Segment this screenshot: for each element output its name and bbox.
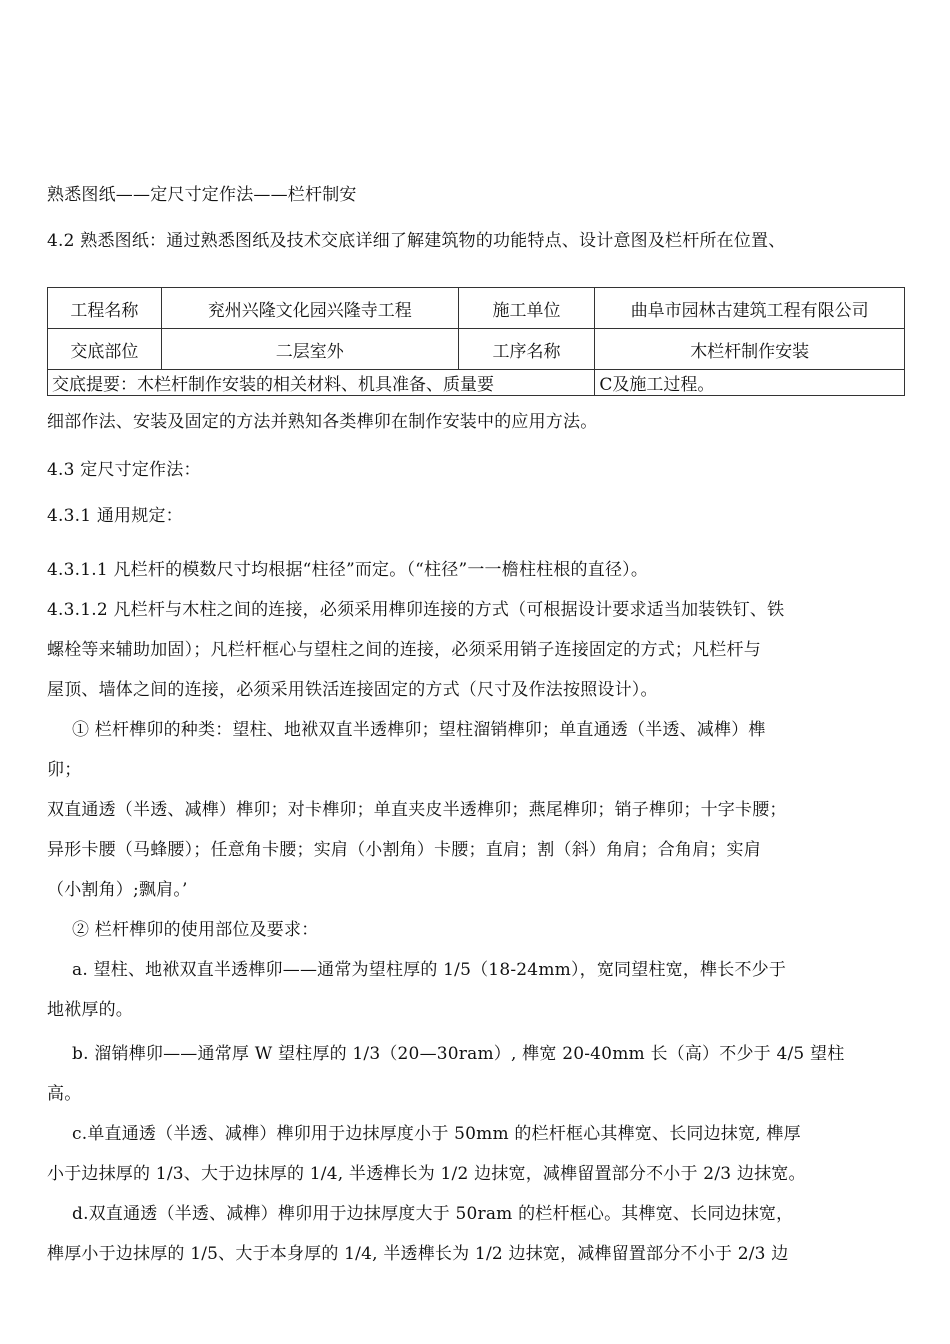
summary-right: C及施工过程。 (595, 370, 905, 396)
table-row (48, 288, 905, 329)
label-process-name: 工序名称 (458, 329, 595, 370)
value-handover-location: 二层室外 (161, 329, 458, 370)
section-heading: 熟悉图纸——定尺寸定作法——栏杆制安 (47, 185, 357, 205)
body-line: （小割角）;飘肩。’ (47, 880, 188, 900)
table-row-summary (48, 370, 905, 396)
body-line: b. 溜销榫卯——通常厚 W 望柱厚的 1/3（20—30ram）, 榫宽 20-40mm 长（高）不少于 4/5 望柱 (72, 1044, 845, 1064)
label-construction-unit: 施工单位 (458, 288, 595, 329)
body-line: 4.3.1.2 凡栏杆与木柱之间的连接，必须采用榫卯连接的方式（可根据设计要求适当加装铁钉、铁 (47, 600, 785, 620)
body-line: 地袱厚的。 (47, 1000, 133, 1020)
paragraph-4-2: 4.2 熟悉图纸：通过熟悉图纸及技术交底详细了解建筑物的功能特点、设计意图及栏杆所在位置、 (47, 231, 786, 251)
value-process-name: 木栏杆制作安装 (595, 329, 905, 370)
body-line: 卯； (47, 760, 82, 780)
body-line: 高。 (47, 1084, 82, 1104)
body-line: d.双直通透（半透、减榫）榫卯用于边抹厚度大于 50ram 的栏杆框心。其榫宽、长同边抹宽， (72, 1204, 794, 1224)
summary-left: 交底提要：木栏杆制作安装的相关材料、机具准备、质量要 (48, 370, 595, 396)
value-construction-unit: 曲阜市园林古建筑工程有限公司 (595, 288, 905, 329)
body-line: ② 栏杆榫卯的使用部位及要求： (72, 920, 319, 940)
body-line: ① 栏杆榫卯的种类：望柱、地袱双直半透榫卯；望柱溜销榫卯；单直通透（半透、减榫）榫 (72, 720, 766, 740)
body-line: 4.3.1.1 凡栏杆的模数尺寸均根据“柱径”而定。（“柱径”一一檐柱柱根的直径）。 (47, 560, 649, 580)
handover-info-table (47, 287, 905, 396)
label-project-name: 工程名称 (48, 288, 162, 329)
body-line: 螺栓等来辅助加固）；凡栏杆框心与望柱之间的连接，必须采用销子连接固定的方式；凡栏杆与 (47, 640, 761, 660)
body-line: 榫厚小于边抹厚的 1/5、大于本身厚的 1/4, 半透榫长为 1/2 边抹宽，减榫留置部分不小于 2/3 边 (47, 1244, 789, 1264)
value-project-name: 兖州兴隆文化园兴隆寺工程 (161, 288, 458, 329)
body-line: 屋顶、墙体之间的连接，必须采用铁活连接固定的方式（尺寸及作法按照设计）。 (47, 680, 658, 700)
body-line: a. 望柱、地袱双直半透榫卯——通常为望柱厚的 1/5（18-24mm），宽同望柱宽，榫长不少于 (72, 960, 787, 980)
body-line: 4.3.1 通用规定： (47, 506, 183, 526)
label-handover-location: 交底部位 (48, 329, 162, 370)
body-line: 细部作法、安装及固定的方法并熟知各类榫卯在制作安装中的应用方法。 (47, 412, 598, 432)
body-line: c.单直通透（半透、减榫）榫卯用于边抹厚度小于 50mm 的栏杆框心其榫宽、长同边抹宽, 榫厚 (72, 1124, 801, 1144)
body-line: 双直通透（半透、减榫）榫卯；对卡榫卯；单直夹皮半透榫卯；燕尾榫卯；销子榫卯；十字卡腰； (47, 800, 787, 820)
body-line: 小于边抹厚的 1/3、大于边抹厚的 1/4, 半透榫长为 1/2 边抹宽，减榫留置部分不小于 2/3 边抹宽。 (47, 1164, 806, 1184)
table-row (48, 329, 905, 370)
body-line: 4.3 定尺寸定作法： (47, 460, 201, 480)
body-line: 异形卡腰（马蜂腰）；任意角卡腰；实肩（小割角）卡腰；直肩；割（斜）角肩；合角肩；实肩 (47, 840, 761, 860)
